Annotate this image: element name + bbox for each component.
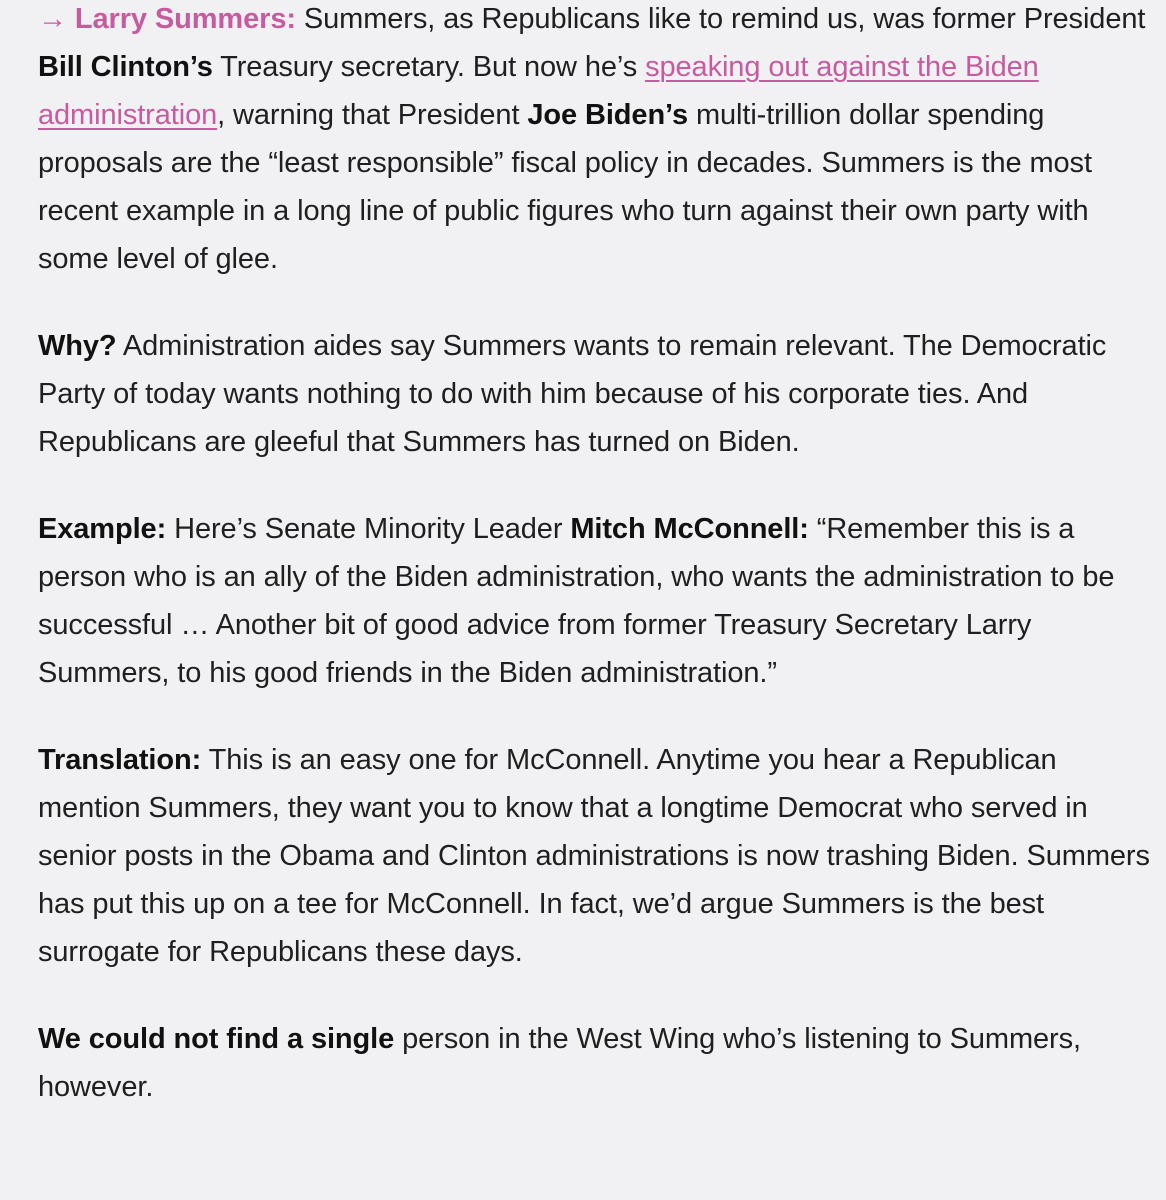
paragraph-text: multi-trillion dollar spending proposals are the “least responsible” fiscal policy in decades. Summers is the most recent example in a long line of public figures who turn against their own party with some level of glee. <box>38 99 1092 275</box>
quote-text: “Remember this is a person who is an ally of the Biden administration, who wants the administration to be successful … Another bit of good advice from former Treasury Secretary Larry Summers, to his good friends in the Biden administration.” <box>38 513 1115 689</box>
paragraph-why <box>38 322 1153 466</box>
section-lead-why: Why? <box>38 330 117 362</box>
bold-name-mitch-mcconnell: Mitch McConnell: <box>570 513 809 545</box>
paragraph-larry-summers <box>38 0 1153 283</box>
paragraph-text: Summers, as Republicans like to remind us, was former President <box>295 3 1146 35</box>
bold-name-joe-biden: Joe Biden’s <box>527 99 688 131</box>
paragraph-text: Treasury secretary. But now he’s <box>212 51 646 83</box>
paragraph-text: , warning that President <box>217 99 528 131</box>
paragraph-translation <box>38 736 1153 976</box>
paragraph-text: Administration aides say Summers wants to remain relevant. The Democratic Party of today wants nothing to do with him because of his corporate ties. And Republicans are gleeful that Summers has turned on Biden. <box>38 330 1107 458</box>
bold-name-bill-clinton: Bill Clinton’s <box>38 51 213 83</box>
paragraph-example <box>38 505 1153 697</box>
article-body <box>38 0 1153 1150</box>
section-lead-example: Example: <box>38 513 167 545</box>
paragraph-text: This is an easy one for McConnell. Anytime you hear a Republican mention Summers, they want you to know that a longtime Democrat who served in senior posts in the Obama and Clinton administrations is now trashing Biden. Summers has put this up on a tee for McConnell. In fact, we’d argue Summers is the best surrogate for Republicans these days. <box>38 744 1150 968</box>
paragraph-text: Here’s Senate Minority Leader <box>166 513 571 545</box>
section-lead-closing: We could not find a single <box>38 1023 395 1055</box>
arrow-icon: → <box>38 3 67 35</box>
paragraph-closing <box>38 1015 1153 1111</box>
speaking-out-link[interactable]: speaking out against the Biden administration <box>38 51 1039 131</box>
section-lead-translation: Translation: <box>38 744 202 776</box>
paragraph-text: person in the West Wing who’s listening to Summers, however. <box>38 1023 1081 1103</box>
section-lead-larry-summers: Larry Summers: <box>74 3 296 35</box>
